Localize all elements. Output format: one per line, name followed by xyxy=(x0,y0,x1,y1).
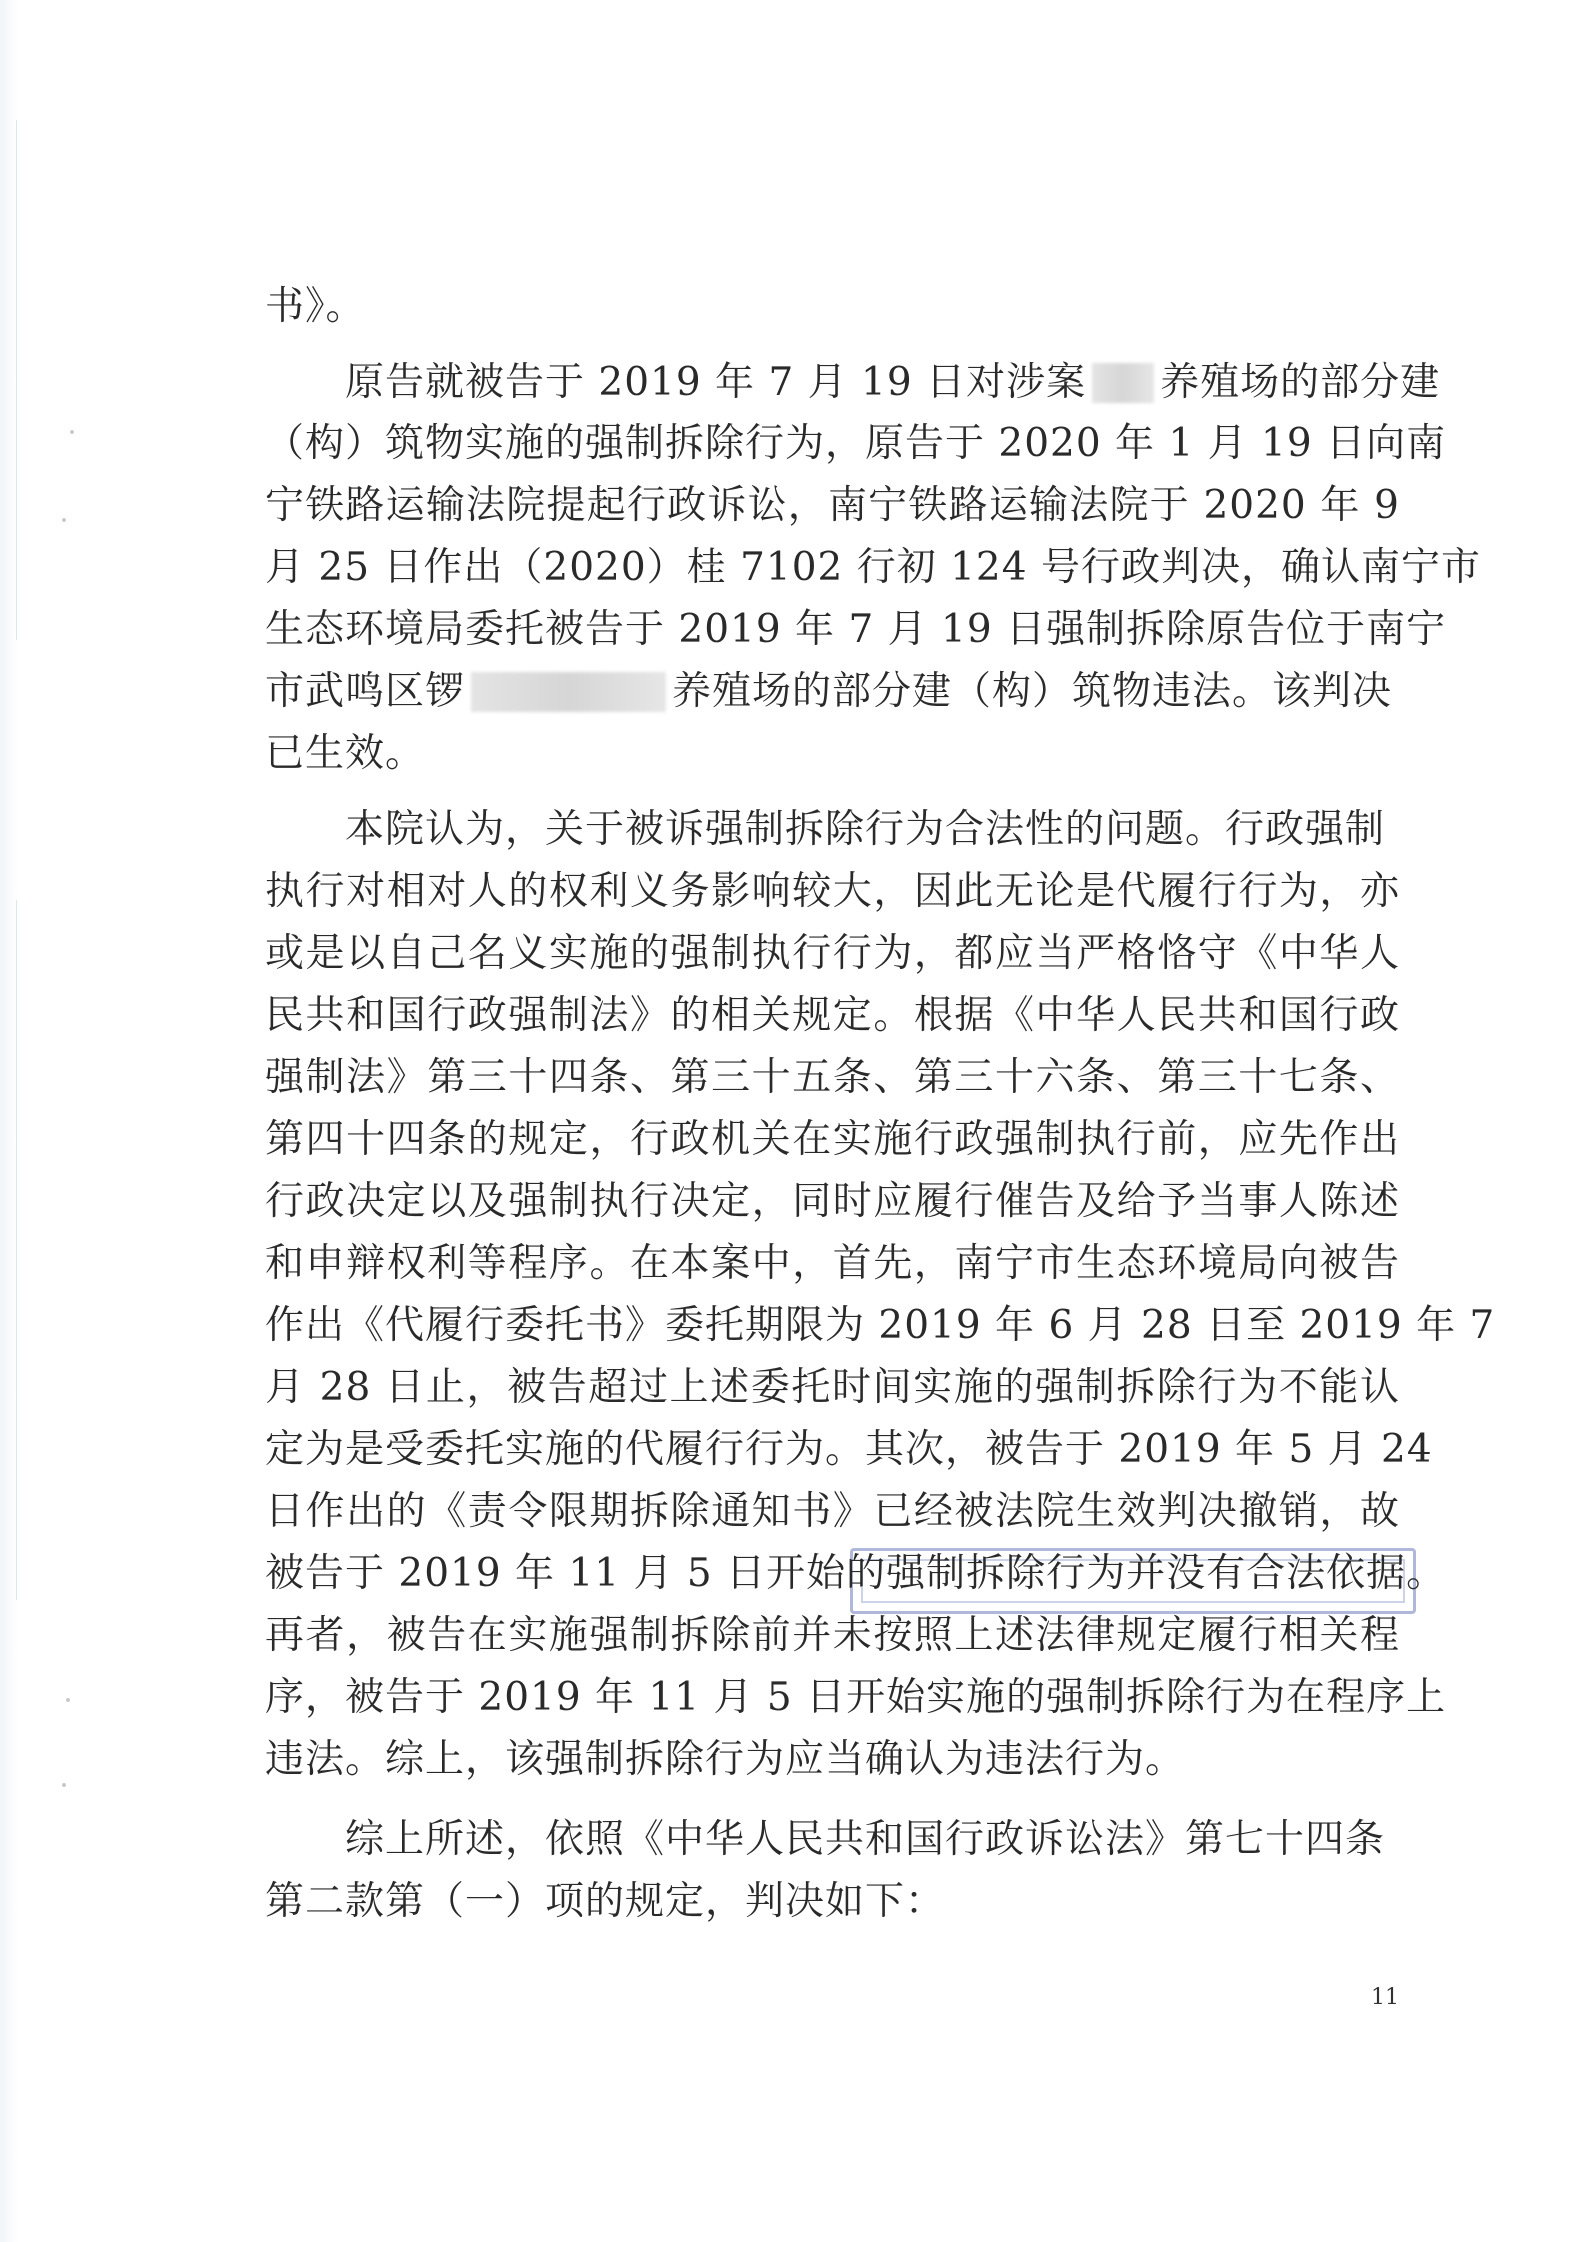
page-number: 11 xyxy=(1371,1985,1399,2010)
text-line: 宁铁路运输法院提起行政诉讼，南宁铁路运输法院于 2020 年 9 xyxy=(265,483,1400,528)
text-line: （构）筑物实施的强制拆除行为，原告于 2020 年 1 月 19 日向南 xyxy=(265,421,1447,466)
text-line: 违法。综上，该强制拆除行为应当确认为违法行为。 xyxy=(265,1737,1186,1782)
scan-speck xyxy=(62,518,66,522)
text-line: 民共和国行政强制法》的相关规定。根据《中华人民共和国行政 xyxy=(265,993,1400,1038)
text-line: 第二款第（一）项的规定，判决如下： xyxy=(265,1879,946,1924)
text-segment: 原告就被告于 2019 年 7 月 19 日对涉案 xyxy=(345,360,1087,405)
redaction-block xyxy=(471,672,666,712)
text-segment: 市武鸣区锣 xyxy=(265,669,466,714)
text-line: 书》。 xyxy=(265,284,366,329)
text-line xyxy=(265,660,1400,724)
text-line: 本院认为，关于被诉强制拆除行为合法性的问题。行政强制 xyxy=(345,807,1386,852)
text-line: 已生效。 xyxy=(265,731,426,776)
scan-speck xyxy=(66,1698,70,1702)
text-line: 定为是受委托实施的代履行行为。其次，被告于 2019 年 5 月 24 xyxy=(265,1427,1433,1472)
text-line: 生态环境局委托被告于 2019 年 7 月 19 日强制拆除原告位于南宁 xyxy=(265,607,1447,652)
scan-speck xyxy=(70,430,74,434)
text-line: 行政决定以及强制执行决定，同时应履行催告及给予当事人陈述 xyxy=(265,1179,1400,1224)
text-segment: 养殖场的部分建 xyxy=(1160,360,1441,405)
text-line: 月 25 日作出（2020）桂 7102 行初 124 号行政判决，确认南宁市 xyxy=(265,545,1481,590)
text-line: 和申辩权利等程序。在本案中，首先，南宁市生态环境局向被告 xyxy=(265,1241,1400,1286)
text-line: 再者，被告在实施强制拆除前并未按照上述法律规定履行相关程 xyxy=(265,1613,1400,1658)
text-line: 序，被告于 2019 年 11 月 5 日开始实施的强制拆除行为在程序上 xyxy=(265,1675,1447,1720)
text-line: 或是以自己名义实施的强制执行行为，都应当严格恪守《中华人 xyxy=(265,931,1400,976)
text-line xyxy=(345,351,1441,415)
text-line: 强制法》第三十四条、第三十五条、第三十六条、第三十七条、 xyxy=(265,1055,1400,1100)
text-line: 执行对相对人的权利义务影响较大，因此无论是代履行行为，亦 xyxy=(265,869,1400,914)
text-line: 作出《代履行委托书》委托期限为 2019 年 6 月 28 日至 2019 年 7 xyxy=(265,1303,1496,1348)
scan-artifact xyxy=(16,120,17,640)
text-line: 被告于 2019 年 11 月 5 日开始的强制拆除行为并没有合法依据。 xyxy=(265,1551,1447,1596)
redaction-block xyxy=(1092,363,1154,403)
text-line: 日作出的《责令限期拆除通知书》已经被法院生效判决撤销，故 xyxy=(265,1489,1400,1534)
text-line: 第四十四条的规定，行政机关在实施行政强制执行前，应先作出 xyxy=(265,1117,1400,1162)
text-segment: 养殖场的部分建（构）筑物违法。该判决 xyxy=(672,669,1393,714)
scan-speck xyxy=(62,1783,66,1787)
scan-artifact xyxy=(16,900,17,1600)
text-line: 综上所述，依照《中华人民共和国行政诉讼法》第七十四条 xyxy=(345,1817,1386,1862)
text-line: 月 28 日止，被告超过上述委托时间实施的强制拆除行为不能认 xyxy=(265,1365,1400,1410)
